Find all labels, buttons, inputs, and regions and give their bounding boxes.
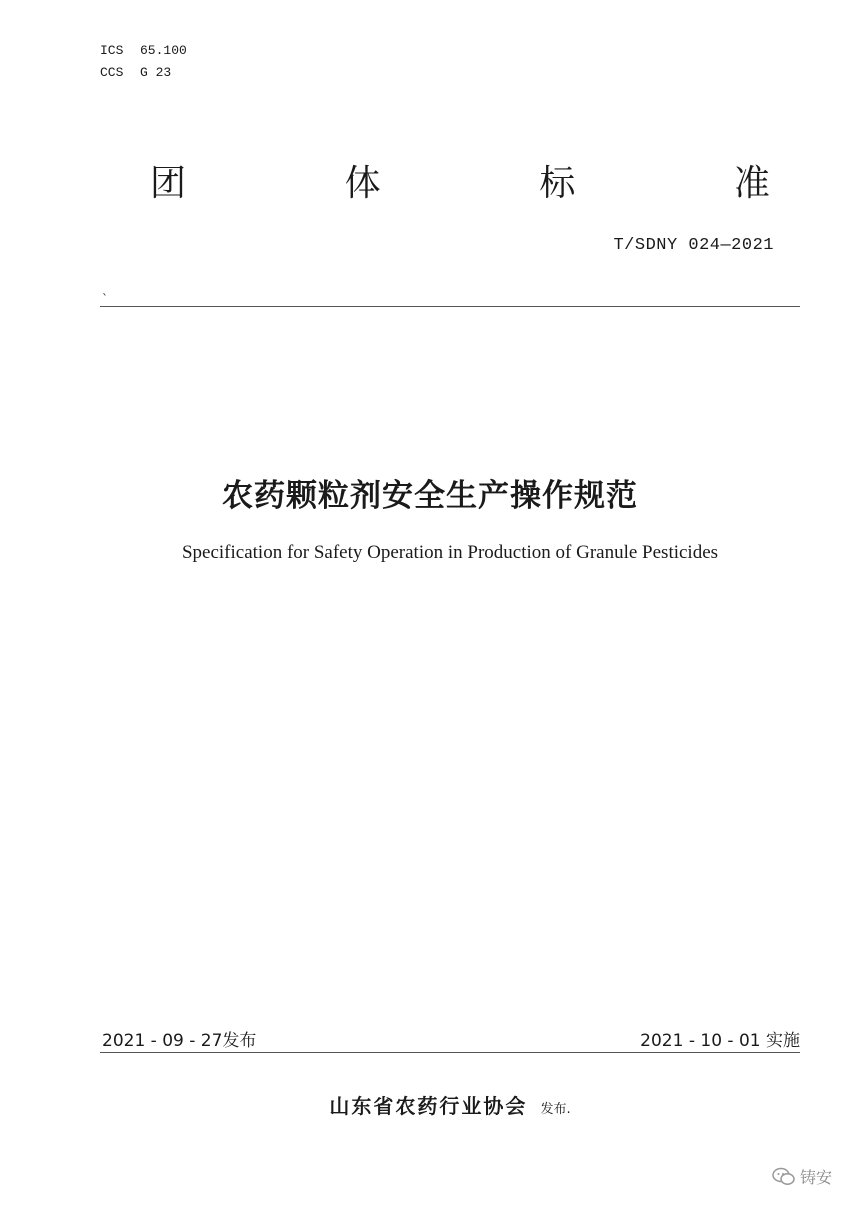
issue-label: 发布 <box>222 1031 257 1051</box>
watermark-text: 铸安 <box>799 1168 832 1187</box>
document-title-cn: 农药颗粒剂安全生产操作规范 <box>222 478 638 514</box>
ccs-label: CCS <box>100 65 124 80</box>
wechat-icon <box>772 1167 796 1187</box>
document-title-en: Specification for Safety Operation in Production of Granule Pesticides <box>181 542 719 563</box>
standard-type-heading <box>150 162 770 206</box>
bottom-divider <box>100 1052 800 1053</box>
publisher-line <box>0 1090 860 1119</box>
ccs-row <box>100 62 187 84</box>
standard-type-char: 团 <box>150 163 187 204</box>
implementation-label: 实施 <box>766 1031 800 1051</box>
publisher-suffix: 发布. <box>540 1102 571 1117</box>
classification-codes <box>100 40 187 84</box>
publisher-name: 山东省农药行业协会 <box>329 1094 528 1118</box>
implementation-date-line <box>640 1026 800 1051</box>
ccs-value: G 23 <box>140 65 172 80</box>
ics-label: ICS <box>100 43 124 58</box>
issue-date-line <box>102 1026 256 1051</box>
standard-type-char: 体 <box>344 163 381 204</box>
issue-date: 2021 - 09 - 27 <box>102 1031 223 1051</box>
ics-value: 65.100 <box>140 43 187 58</box>
watermark <box>772 1165 832 1188</box>
standard-type-char: 准 <box>733 163 770 204</box>
tick-mark: ` <box>102 292 108 306</box>
standard-number: T/SDNY 024—2021 <box>613 236 774 255</box>
implementation-date: 2021 - 10 - 01 <box>640 1031 761 1051</box>
top-divider <box>100 306 800 307</box>
ics-row <box>100 40 187 62</box>
standard-type-char: 标 <box>539 163 576 204</box>
